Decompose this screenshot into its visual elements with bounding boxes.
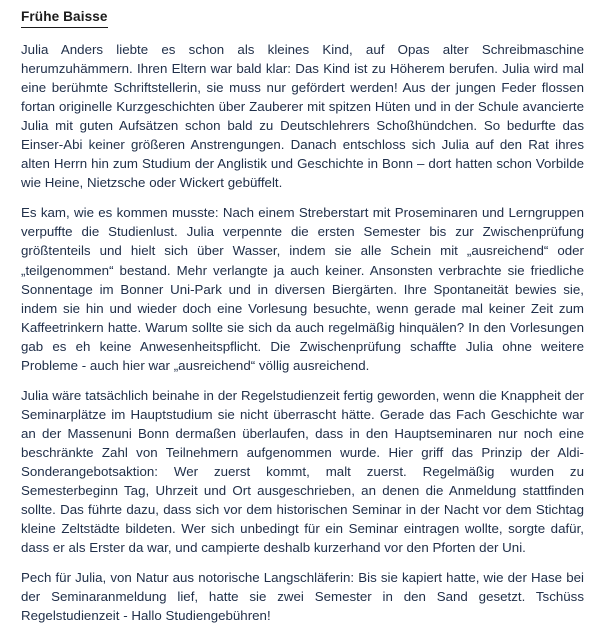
body-paragraph-4: Pech für Julia, von Natur aus notorische Langschläferin: Bis sie kapiert hatte, wie der Hase bei der Seminaranmeldung lief, hatte sie zwei Semester in den Sand gesetzt. Tschüss Regelstudienzeit - Hallo Studiengebühren! [21, 570, 584, 624]
body-paragraph-1: Julia Anders liebte es schon als kleines Kind, auf Opas alter Schreibmaschine herumzuhämmern. Ihren Eltern war bald klar: Das Kind ist zu Höherem berufen. Julia wird mal eine berühmte Schriftstellerin, sie muss nur gefördert werden! Aus der jungen Feder flossen fortan originelle Kurzgeschichten über Zauberer mit spitzen Hüten und in der Schule avancierte Julia mit guten Aufsätzen schon bald zu Deutschlehrers Schoßhündchen. So bedurfte das Einser-Abi keiner größeren Anstrengungen. Danach entschloss sich Julia auf den Rat ihres alten Herrn hin zum Studium der Anglistik und Geschichte in Bonn – dort hatten schon Vorbilde wie Heine, Nietzsche oder Wickert gebüffelt. [21, 41, 584, 191]
body-paragraph-3: Julia wäre tatsächlich beinahe in der Regelstudienzeit fertig geworden, wenn die Knappheit der Seminarplätze im Hauptstudium sie nicht überrascht hätte. Gerade das Fach Geschichte war an der Massenuni Bonn dermaßen überlaufen, dass in den Hauptseminaren nur noch eine beschränkte Zahl von Teilnehmern aufgenommen wurde. Hier griff das Prinzip der Aldi-Sonderangebotsaktion: Wer zuerst kommt, malt zuerst. Regelmäßig wurden zu Semesterbeginn Tag, Uhrzeit und Ort ausgeschrieben, an denen die Anmeldung stattfinden sollte. Das führte dazu, dass sich vor dem historischen Seminar in der Nacht vor dem Stichtag kleine Zeltstädte bildeten. Wer sich unbedingt für ein Seminar eintragen wollte, sorgte dafür, dass er als Erster da war, und campierte deshalb kurzerhand vor den Pforten der Uni. [21, 387, 584, 556]
document-heading-text: Frühe Baisse [21, 9, 108, 28]
body-paragraph-2: Es kam, wie es kommen musste: Nach einem Streberstart mit Proseminaren und Lerngruppen verpuffte die Studienlust. Julia verpennte die ersten Semester bis zur Zwischenprüfung größtenteils und hielt sich über Wasser, indem sie alle Schein mit „ausreichend“ oder „teilgenommen“ bestand. Mehr verlangte ja auch keiner. Ansonsten verbrachte sie friedliche Sonnentage im Bonner Uni-Park und in diversen Biergärten. Ihre Spontaneität bewies sie, indem sie hin und wieder doch eine Vorlesung besuchte, wenn gerade mal keiner Zeit zum Kaffeetrinkern hatte. Warum sollte sie sich da auch regelmäßig hinquälen? In den Vorlesungen gab es eh keine Anwesenheitspflicht. Die Zwischenprüfung schaffte Julia ohne weitere Probleme - auch hier war „ausreichend“ völlig ausreichend. [21, 205, 584, 373]
document-heading [21, 9, 584, 28]
